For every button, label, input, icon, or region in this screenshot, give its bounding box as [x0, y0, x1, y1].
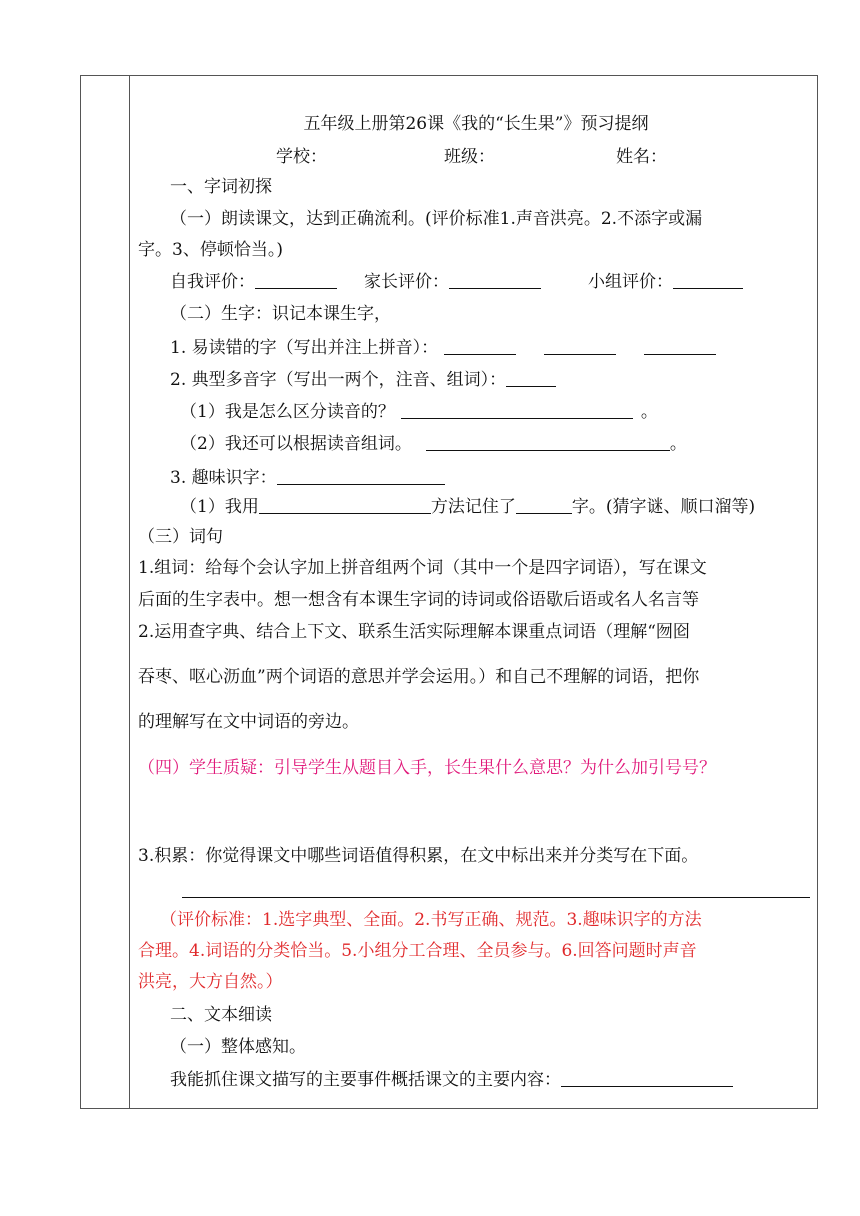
- answer-blank[interactable]: [277, 466, 445, 485]
- item-3a: [180, 495, 755, 519]
- criteria-line2: 合理。4.词语的分类恰当。5.小组分工合理、全员参与。6.回答问题时声音: [138, 941, 697, 961]
- answer-blank[interactable]: [444, 336, 516, 355]
- parent-evaluation-blank[interactable]: [449, 270, 541, 289]
- class-label: 班级：: [444, 147, 495, 167]
- new-characters-heading: （二）生字：识记本课生字，: [170, 304, 391, 324]
- reading-task-line2: 字。3、停顿恰当。): [138, 240, 283, 260]
- parent-evaluation: [364, 270, 541, 294]
- main-content-question-text: 我能抓住课文描写的主要事件概括课文的主要内容：: [170, 1070, 561, 1090]
- item-2a: [180, 400, 658, 424]
- accumulation-task: 3.积累：你觉得课文中哪些词语值得积累，在文中标出来并分类写在下面。: [138, 846, 699, 866]
- self-evaluation-blank[interactable]: [255, 270, 337, 289]
- reading-task-line1: （一）朗读课文，达到正确流利。(评价标准1.声音洪亮。2.不添字或漏: [170, 209, 703, 229]
- column-divider: [129, 75, 130, 1109]
- answer-blank[interactable]: [426, 432, 670, 451]
- word-task-2-line2: 吞枣、呕心沥血”两个词语的意思并学会运用。）和自己不理解的词语，把你: [138, 667, 700, 687]
- words-heading: （三）词句: [138, 527, 223, 547]
- item-2b-text: （2）我还可以根据读音组词。: [180, 434, 412, 454]
- word-task-2-line3: 的理解写在文中词语的旁边。: [138, 712, 359, 732]
- method-blank[interactable]: [259, 495, 431, 514]
- section-2-heading: 二、文本细读: [170, 1005, 272, 1025]
- item-3a-post: 字。(猜字谜、顺口溜等): [571, 497, 756, 517]
- overall-perception-heading: （一）整体感知。: [170, 1037, 306, 1057]
- item-1-text: 1. 易读错的字（写出并注上拼音）：: [170, 338, 439, 358]
- group-evaluation: [588, 270, 743, 294]
- section-1-heading: 一、字词初探: [170, 177, 272, 197]
- self-evaluation-label: 自我评价：: [170, 272, 255, 292]
- item-2b-end: 。: [669, 434, 687, 454]
- item-2a-text: （1）我是怎么区分读音的？: [180, 402, 395, 422]
- item-2b: [180, 432, 687, 456]
- parent-evaluation-label: 家长评价：: [364, 272, 449, 292]
- student-questions: （四）学生质疑：引导学生从题目入手，长生果什么意思？为什么加引号号？: [138, 758, 716, 778]
- item-3-text: 3. 趣味识字：: [170, 468, 277, 488]
- criteria-line3: 洪亮，大方自然。）: [138, 972, 283, 992]
- item-2-text: 2. 典型多音字（写出一两个，注音、组词）：: [170, 370, 507, 390]
- answer-blank[interactable]: [544, 336, 616, 355]
- word-task-2-line1: 2.运用查字典、结合上下文、联系生活实际理解本课重点词语（理解“囫囵: [138, 622, 690, 642]
- group-evaluation-label: 小组评价：: [588, 272, 673, 292]
- school-label: 学校：: [276, 147, 327, 167]
- document-title: 五年级上册第26课《我的“长生果”》预习提纲: [303, 114, 649, 134]
- item-2a-end: 。: [640, 402, 658, 422]
- writing-line[interactable]: [182, 897, 810, 898]
- item-3a-pre: （1）我用: [180, 497, 259, 517]
- item-2: [170, 368, 556, 392]
- character-blank[interactable]: [516, 495, 572, 514]
- word-task-1-line2: 后面的生字表中。想一想含有本课生字词的诗词或俗语歇后语或名人名言等: [138, 590, 699, 610]
- item-1: [170, 336, 716, 360]
- answer-blank[interactable]: [401, 400, 633, 419]
- main-content-question: [170, 1068, 733, 1092]
- answer-blank[interactable]: [561, 1068, 733, 1087]
- group-evaluation-blank[interactable]: [673, 270, 743, 289]
- item-3a-mid: 方法记住了: [430, 497, 516, 517]
- self-evaluation: [170, 270, 337, 294]
- name-label: 姓名：: [616, 147, 667, 167]
- criteria-line1: （评价标准：1.选字典型、全面。2.书写正确、规范。3.趣味识字的方法: [160, 910, 702, 930]
- answer-blank[interactable]: [644, 336, 716, 355]
- word-task-1-line1: 1.组词：给每个会认字加上拼音组两个词（其中一个是四字词语），写在课文: [138, 558, 707, 578]
- answer-blank[interactable]: [506, 368, 556, 387]
- item-3: [170, 466, 445, 490]
